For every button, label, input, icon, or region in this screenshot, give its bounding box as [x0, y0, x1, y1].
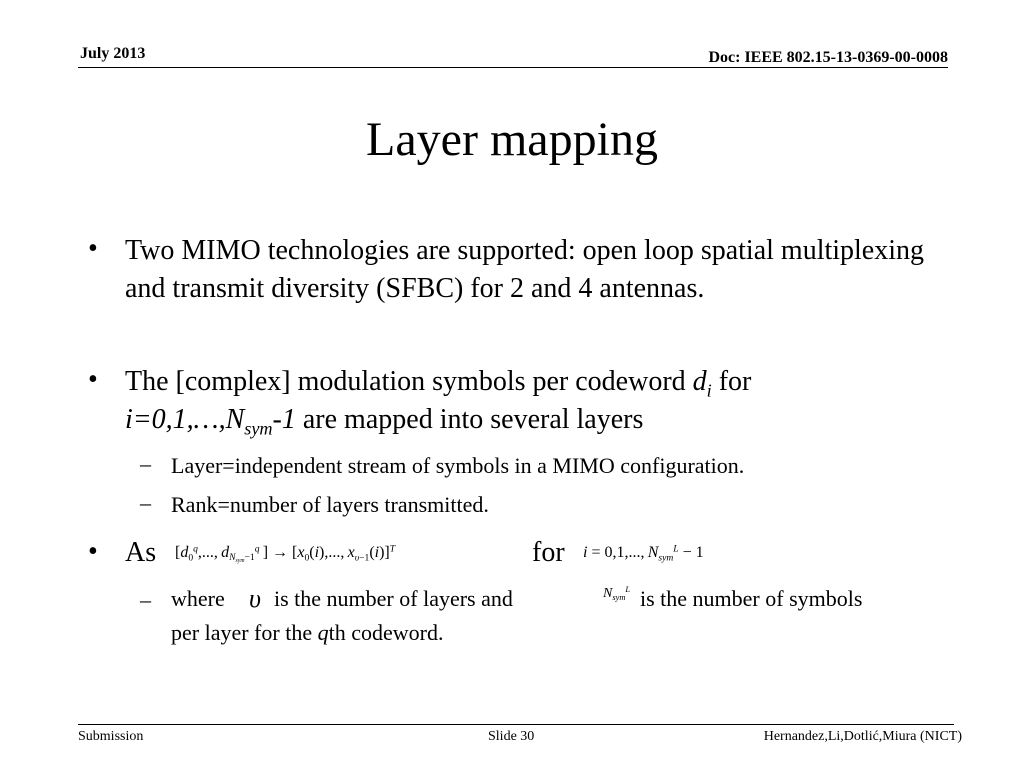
text-fragment: th codeword. [328, 620, 444, 645]
bullet-text-mimo: Two MIMO technologies are supported: open loop spatial multiplexing and transmit diversity (SFBC) for 2 and 4 antennas. [125, 235, 925, 304]
nsym-formula: $N_{sym}^L$ [603, 584, 631, 602]
text-fragment: per layer for the [171, 620, 318, 645]
bullet-marker: • [88, 536, 98, 567]
header-rule [78, 67, 948, 68]
sub-bullet-marker: – [140, 587, 151, 612]
sub-bullet-text-layers: is the number of layers and [274, 586, 513, 611]
index-range: i=0,1,…,N [125, 404, 245, 435]
text-fragment: for [711, 366, 752, 397]
sub-bullet-text-layer: Layer=independent stream of symbols in a MIMO configuration. [171, 453, 745, 478]
footer-submission: Submission [78, 729, 144, 744]
var-i: i [706, 380, 712, 401]
sub-bullet-text-codeword [171, 616, 443, 650]
bullet-text-as: As [125, 537, 157, 568]
footer-authors: Hernandez,Li,Dotlić,Miura (NICT) [763, 729, 962, 744]
footer-rule [78, 724, 954, 725]
slide-title: Layer mapping [366, 113, 658, 166]
bullet-text-modulation [125, 363, 955, 439]
mapping-formula: [$d_0^q$,..., $d_{N_{sym}-1}^q$ ] → [$x_0(i)$,..., $x_{\upsilon-1}(i)]^T$ [175, 543, 396, 565]
for-label: for [532, 537, 565, 568]
var-d: d [692, 366, 707, 397]
footer-slide-number: Slide 30 [488, 729, 535, 744]
sub-bullet-marker: – [140, 490, 151, 515]
text-fragment: are mapped into several layers [295, 404, 644, 435]
var-q: q [317, 620, 329, 645]
header-date: July 2013 [80, 45, 146, 62]
text-fragment: The [complex] modulation symbols per codeword [125, 366, 693, 397]
bullet-marker: • [88, 364, 98, 395]
sub-bullet-marker: – [140, 451, 151, 476]
index-formula: i = 0,1,..., $N_{sym}^L - 1$ [583, 543, 704, 564]
var-sym: sym [244, 418, 273, 439]
sub-bullet-text-rank: Rank=number of layers transmitted. [171, 492, 489, 517]
bullet-marker: • [88, 233, 98, 264]
upsilon-symbol: υ [249, 584, 261, 613]
sub-bullet-text-symbols: is the number of symbols [640, 586, 863, 611]
where-label: where [171, 586, 225, 611]
index-tail: -1 [272, 404, 296, 435]
header-doc-id: Doc: IEEE 802.15-13-0369-00-0008 [708, 49, 948, 66]
